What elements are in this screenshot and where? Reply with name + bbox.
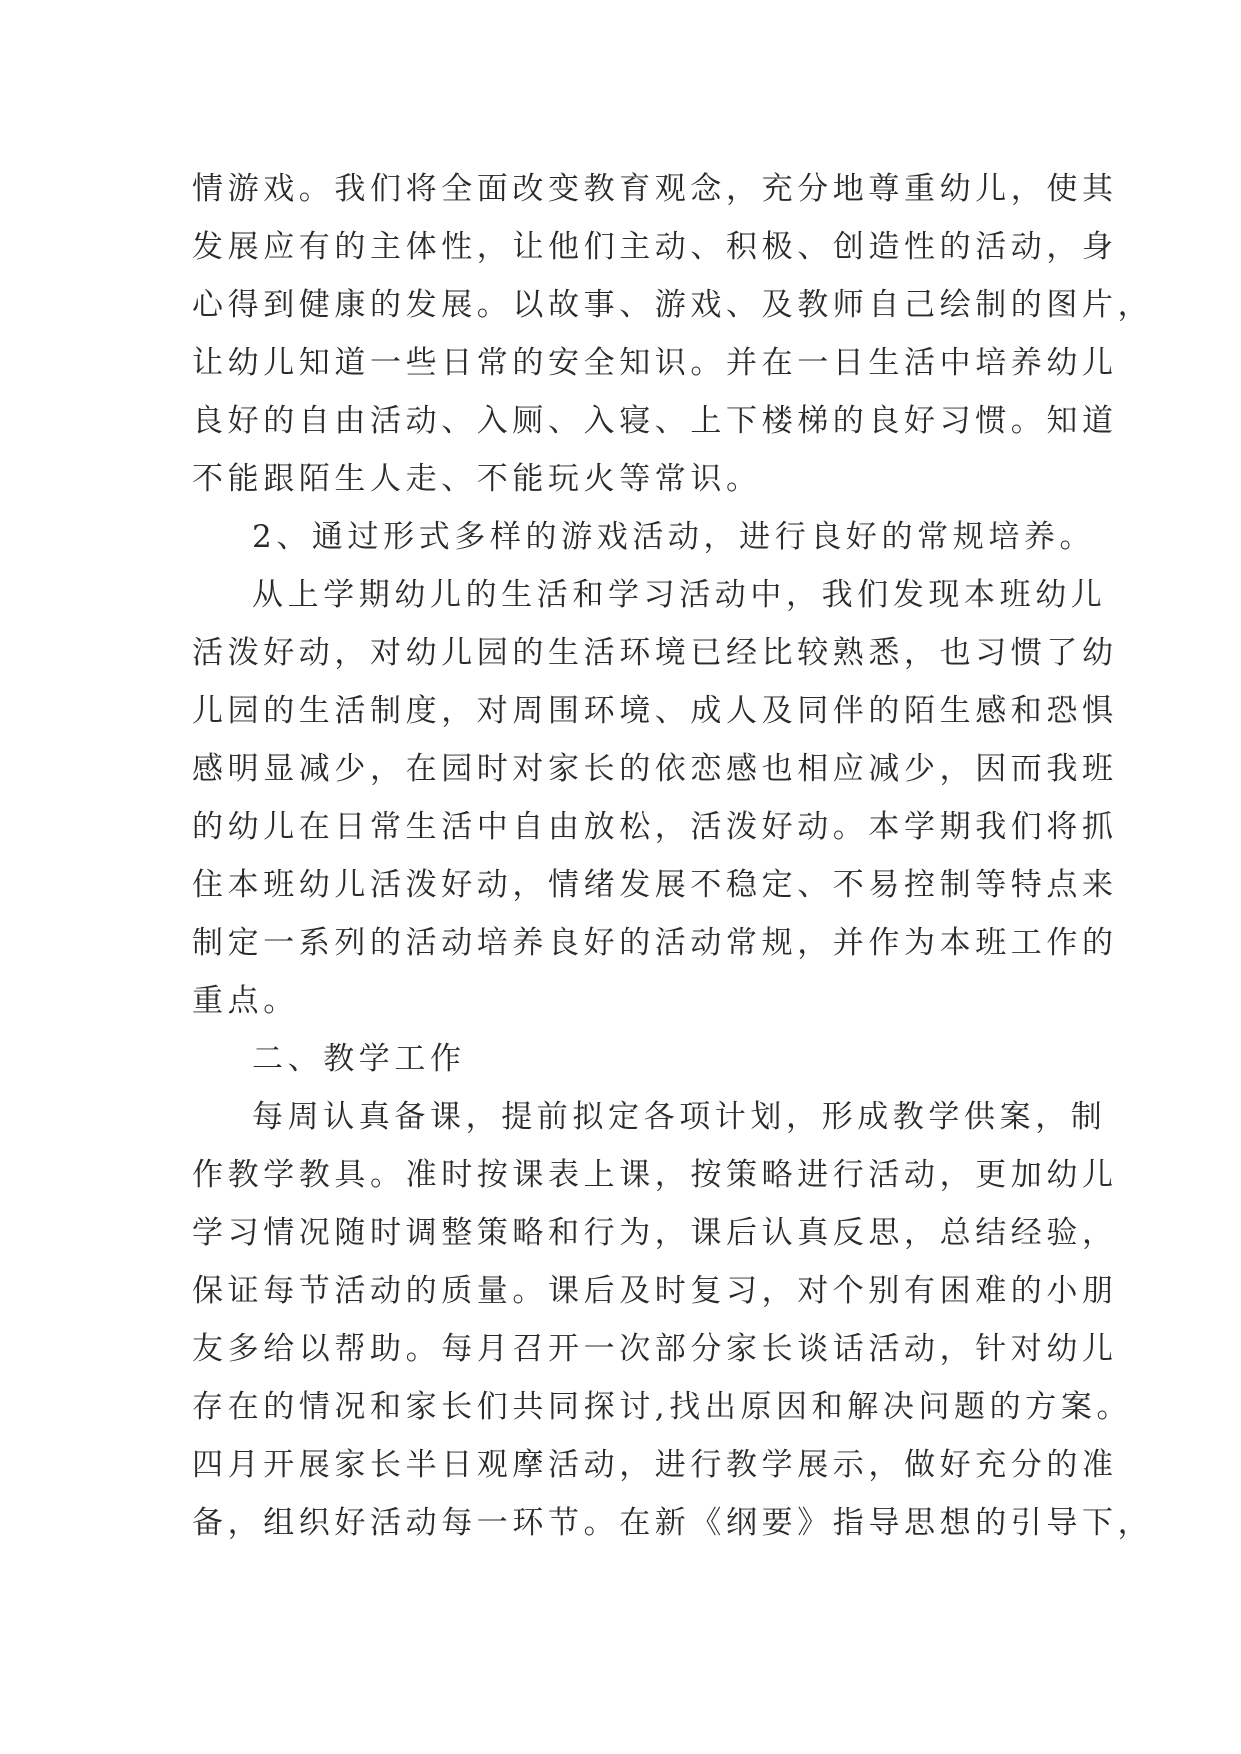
text-line: 心得到健康的发展。以故事、游戏、及教师自己绘制的图片， [192,287,1154,323]
text-line: 作教学教具。准时按课表上课，按策略进行活动，更加幼儿 [192,1157,1118,1193]
text-line: 情游戏。我们将全面改变教育观念，充分地尊重幼儿，使其 [192,171,1118,207]
text-line: 学习情况随时调整策略和行为，课后认真反思，总结经验， [192,1215,1118,1251]
section-heading: 二、教学工作 [252,1041,466,1077]
text-line: 友多给以帮助。每月召开一次部分家长谈话活动，针对幼儿 [192,1331,1118,1367]
paragraph-start: 每周认真备课，提前拟定各项计划，形成教学供案，制 [252,1099,1107,1135]
text-line: 重点。 [192,983,299,1019]
list-item-heading: 2、通过形式多样的游戏活动，进行良好的常规培养。 [252,519,1096,555]
paragraph-start: 从上学期幼儿的生活和学习活动中，我们发现本班幼儿 [252,577,1107,613]
text-line: 良好的自由活动、入厕、入寝、上下楼梯的良好习惯。知道 [192,403,1118,439]
text-line: 发展应有的主体性，让他们主动、积极、创造性的活动，身 [192,229,1118,265]
text-line: 住本班幼儿活泼好动，情绪发展不稳定、不易控制等特点来 [192,867,1118,903]
text-line: 活泼好动，对幼儿园的生活环境已经比较熟悉，也习惯了幼 [192,635,1118,671]
text-line: 的幼儿在日常生活中自由放松，活泼好动。本学期我们将抓 [192,809,1118,845]
text-line: 感明显减少，在园时对家长的依恋感也相应减少，因而我班 [192,751,1118,787]
text-line: 保证每节活动的质量。课后及时复习，对个别有困难的小朋 [192,1273,1118,1309]
text-line: 不能跟陌生人走、不能玩火等常识。 [192,461,762,497]
text-line: 四月开展家长半日观摩活动，进行教学展示，做好充分的准 [192,1447,1118,1483]
text-line: 存在的情况和家长们共同探讨,找出原因和解决问题的方案。 [192,1389,1133,1425]
text-line: 备，组织好活动每一环节。在新《纲要》指导思想的引导下， [192,1505,1154,1541]
body-text [192,160,1154,1552]
text-line: 制定一系列的活动培养良好的活动常规，并作为本班工作的 [192,925,1118,961]
text-line: 儿园的生活制度，对周围环境、成人及同伴的陌生感和恐惧 [192,693,1118,729]
text-line: 让幼儿知道一些日常的安全知识。并在一日生活中培养幼儿 [192,345,1118,381]
